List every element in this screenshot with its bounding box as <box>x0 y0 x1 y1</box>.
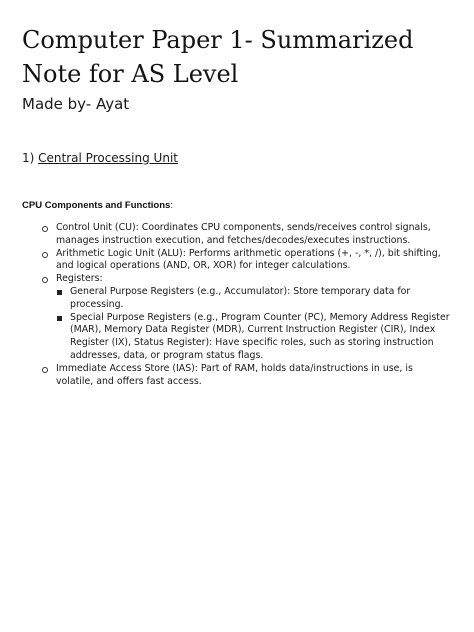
list-item-registers <box>0 273 450 286</box>
list-item-text: Immediate Access Store (IAS): Part of RAM, holds data/instructions in use, is volatile, and offers fast access. <box>56 362 413 387</box>
author-line: Made by- Ayat <box>22 95 130 113</box>
square-bullet-icon <box>57 316 62 321</box>
section-heading <box>22 150 178 166</box>
hollow-circle-bullet-icon <box>42 277 48 283</box>
sublist-item-text: General Purpose Registers (e.g., Accumulator): Store temporary data for processing. <box>70 285 411 310</box>
list-item-text: Arithmetic Logic Unit (ALU): Performs arithmetic operations (+, -, *, /), bit shifting, and logical operations (AND, OR, XOR) for integer calculations. <box>56 247 441 272</box>
sublist-item-text: Special Purpose Registers (e.g., Program Counter (PC), Memory Address Register (MAR), Memory Data Register (MDR), Current Instruction Register (CIR), Index Register (IX), Status Register): Have specific roles, such as storing instruction addresses, data, or program status flags. <box>70 311 450 361</box>
subheading <box>22 199 173 212</box>
list-item-alu <box>0 248 450 274</box>
list-item-text: Registers: <box>56 273 103 285</box>
list-item-control-unit <box>0 222 450 248</box>
components-list <box>0 222 474 388</box>
hollow-circle-bullet-icon <box>42 367 48 373</box>
list-item-text: Control Unit (CU): Coordinates CPU components, sends/receives control signals, manages instruction execution, and fetches/decodes/executes instructions. <box>56 222 431 246</box>
section-title-link[interactable]: Central Processing Unit <box>38 151 178 165</box>
sublist-item-special-purpose <box>0 312 450 363</box>
hollow-circle-bullet-icon <box>42 226 48 232</box>
section-number: 1) <box>22 151 35 165</box>
square-bullet-icon <box>57 290 62 295</box>
hollow-circle-bullet-icon <box>42 252 48 258</box>
subheading-colon: : <box>170 200 173 211</box>
sublist-item-general-purpose <box>0 286 450 312</box>
page-title: Computer Paper 1- Summarized Note for AS Level <box>22 26 414 88</box>
subheading-bold: CPU Components and Functions <box>22 200 171 211</box>
list-item-ias <box>0 363 450 389</box>
